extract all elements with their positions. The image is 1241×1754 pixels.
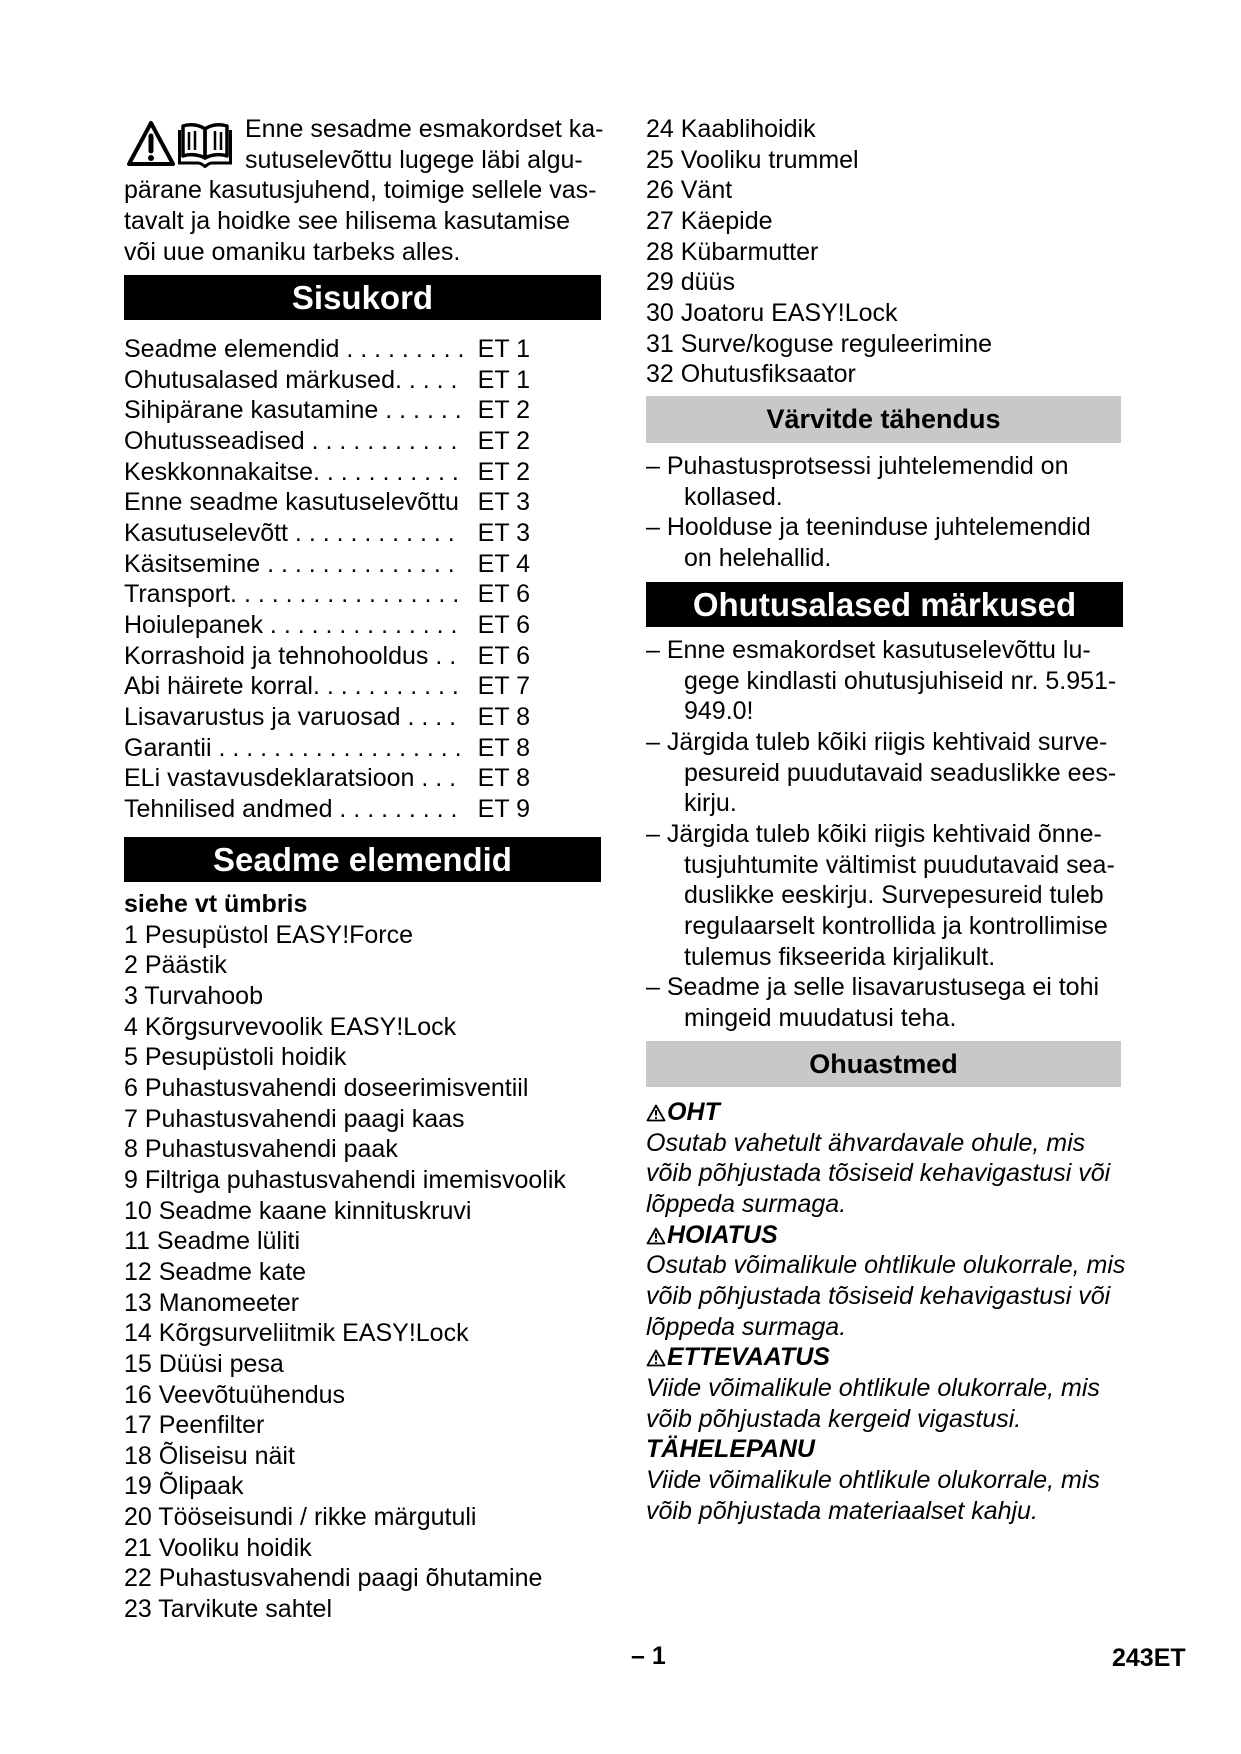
toc-entry-page: ET 8 xyxy=(477,764,530,793)
element-item: 2 Päästik xyxy=(124,951,227,980)
toc-entry-label: Enne seadme kasutuselevõttu xyxy=(124,488,459,517)
element-item: 10 Seadme kaane kinnituskruvi xyxy=(124,1196,472,1225)
element-item: 24 Kaablihoidik xyxy=(646,115,816,143)
toc-entry xyxy=(124,794,530,825)
toc-heading: Sisukord xyxy=(124,275,601,320)
toc-entry-label: ELi vastavusdeklaratsioon . . . xyxy=(124,764,457,793)
warning-triangle-icon xyxy=(126,119,176,169)
bullet-continuation: regulaarselt kontrollida ja kontrollimise xyxy=(684,911,1108,940)
element-item: 22 Puhastusvahendi paagi õhutamine xyxy=(124,1564,543,1593)
hazard-description: võib põhjustada materiaalset kahju. xyxy=(646,1496,1038,1525)
toc-entry-page: ET 9 xyxy=(477,794,530,823)
bullet-continuation: gege kindlasti ohutusjuhiseid nr. 5.951- xyxy=(684,666,1117,695)
bullet-continuation: kirju. xyxy=(684,789,737,818)
colors-heading: Värvitde tähendus xyxy=(646,396,1121,443)
hazard-label: HOIATUS xyxy=(667,1220,778,1249)
toc-entry-label: Garantii . . . . . . . . . . . . . . . . . . xyxy=(124,733,462,762)
page-code: 243ET xyxy=(1112,1644,1186,1672)
element-item: 1 Pesupüstol EASY!Force xyxy=(124,920,414,949)
element-item: 4 Kõrgsurvevoolik EASY!Lock xyxy=(124,1012,457,1041)
toc-entry-page: ET 2 xyxy=(477,457,530,486)
element-item: 27 Käepide xyxy=(646,206,773,235)
bullet-line: – Järgida tuleb kõiki riigis kehtivaid surve- xyxy=(646,727,1108,756)
bullet-continuation: duslikke eeskirju. Survepesureid tuleb xyxy=(684,881,1104,910)
hazard-description: Osutab võimalikule ohtlikule olukorrale, mis xyxy=(646,1251,1126,1280)
hazard-level-oht xyxy=(646,1097,1123,1128)
toc-entry xyxy=(124,457,530,488)
toc-entry-page: ET 6 xyxy=(477,641,530,670)
element-item: 3 Turvahoob xyxy=(124,981,263,1010)
toc-entry-label: Ohutusalased märkused. . . . . xyxy=(124,365,458,394)
hazard-levels xyxy=(646,1097,1126,1526)
toc-entry xyxy=(124,579,530,610)
toc-entry-label: Tehnilised andmed . . . . . . . . . xyxy=(124,794,458,823)
toc-entry-label: Sihipärane kasutamine . . . . . . xyxy=(124,396,462,425)
hazard-label: TÄHELEPANU xyxy=(646,1435,815,1464)
element-item: 26 Vänt xyxy=(646,176,733,205)
hazard-description: võib põhjustada kergeid vigastusi. xyxy=(646,1404,1022,1433)
element-item: 25 Vooliku trummel xyxy=(646,145,859,174)
element-item: 16 Veevõtuühendus xyxy=(124,1380,346,1409)
element-item: 5 Pesupüstoli hoidik xyxy=(124,1043,347,1072)
element-item: 9 Filtriga puhastusvahendi imemisvoolik xyxy=(124,1165,566,1194)
manual-book-icon xyxy=(178,120,232,168)
element-item: 18 Õliseisu näit xyxy=(124,1441,295,1470)
bullet-continuation: tulemus fikseerida kirjalikult. xyxy=(684,942,996,971)
hazards-heading: Ohuastmed xyxy=(646,1041,1121,1087)
hazard-description: võib põhjustada tõsiseid kehavigastusi või xyxy=(646,1159,1111,1188)
elements-list-continued xyxy=(646,114,1123,390)
toc-entry xyxy=(124,518,530,549)
intro-line: või uue omaniku tarbeks alles. xyxy=(124,237,461,266)
toc-entry xyxy=(124,671,530,702)
element-item: 13 Manomeeter xyxy=(124,1288,300,1317)
toc-entry-label: Keskkonnakaitse. . . . . . . . . . . xyxy=(124,457,459,486)
toc-entry xyxy=(124,426,530,457)
warning-triangle-icon xyxy=(646,1349,666,1367)
bullet-continuation: kollased. xyxy=(684,482,783,511)
toc-entry xyxy=(124,549,530,580)
hazard-level-tahelepanu xyxy=(646,1434,1123,1465)
element-item: 6 Puhastusvahendi doseerimisventiil xyxy=(124,1073,529,1102)
toc-entry xyxy=(124,487,530,518)
toc-entry xyxy=(124,641,530,672)
toc-entry-page: ET 3 xyxy=(477,518,530,547)
element-item: 8 Puhastusvahendi paak xyxy=(124,1135,398,1164)
toc-entry-page: ET 7 xyxy=(477,672,530,701)
bullet-continuation: 949.0! xyxy=(684,697,754,726)
toc-entry-page: ET 8 xyxy=(477,733,530,762)
intro-notice xyxy=(124,114,604,267)
hazard-level-ettevaatus xyxy=(646,1342,1123,1373)
element-item: 14 Kõrgsurveliitmik EASY!Lock xyxy=(124,1319,469,1348)
toc-entry xyxy=(124,702,530,733)
element-item: 21 Vooliku hoidik xyxy=(124,1533,312,1562)
safety-list xyxy=(646,635,1123,1034)
toc-entry-label: Transport. . . . . . . . . . . . . . . . . xyxy=(124,580,460,609)
bullet-line: – Seadme ja selle lisavarustusega ei tohi xyxy=(646,973,1100,1002)
toc-entry-page: ET 6 xyxy=(477,610,530,639)
element-item: 12 Seadme kate xyxy=(124,1257,307,1286)
toc-entry-label: Käsitsemine . . . . . . . . . . . . . . xyxy=(124,549,455,578)
intro-line: pärane kasutusjuhend, toimige sellele vas- xyxy=(124,176,597,205)
bullet-line: – Puhastusprotsessi juhtelemendid on xyxy=(646,452,1069,480)
colors-list xyxy=(646,451,1123,574)
element-item: 30 Joatoru EASY!Lock xyxy=(646,298,898,327)
toc-entry-label: Kasutuselevõtt . . . . . . . . . . . . xyxy=(124,518,455,547)
element-item: 15 Düüsi pesa xyxy=(124,1349,284,1378)
toc-entry-page: ET 1 xyxy=(477,335,530,363)
page-number: – 1 xyxy=(631,1642,666,1670)
safety-heading: Ohutusalased märkused xyxy=(646,582,1123,627)
bullet-line: – Järgida tuleb kõiki riigis kehtivaid õnne- xyxy=(646,819,1102,848)
bullet-continuation: mingeid muudatusi teha. xyxy=(684,1003,957,1032)
toc-entry xyxy=(124,365,530,396)
toc-entry xyxy=(124,395,530,426)
elements-subtitle: siehe vt ümbris xyxy=(124,890,308,918)
hazard-label: OHT xyxy=(667,1098,720,1126)
element-item: 11 Seadme lüliti xyxy=(124,1227,301,1256)
intro-line: tavalt ja hoidke see hilisema kasutamise xyxy=(124,206,571,235)
hazard-level-hoiatus xyxy=(646,1220,1123,1251)
bullet-continuation: tusjuhtumite vältimist puudutavaid sea- xyxy=(684,850,1115,879)
hazard-description: Viide võimalikule ohtlikule olukorrale, mis xyxy=(646,1465,1100,1494)
toc-entry-page: ET 6 xyxy=(477,580,530,609)
toc-entry xyxy=(124,334,530,365)
hazard-description: Viide võimalikule ohtlikule olukorrale, mis xyxy=(646,1373,1100,1402)
element-item: 7 Puhastusvahendi paagi kaas xyxy=(124,1104,465,1133)
hazard-description: lõppeda surmaga. xyxy=(646,1189,847,1218)
intro-line: Enne sesadme esmakordset ka- xyxy=(245,115,604,143)
element-item: 31 Surve/koguse reguleerimine xyxy=(646,329,993,358)
hazard-description: Osutab vahetult ähvardavale ohule, mis xyxy=(646,1128,1086,1157)
toc-entry-page: ET 3 xyxy=(477,488,530,517)
toc-entry-label: Seadme elemendid . . . . . . . . . xyxy=(124,335,465,363)
element-item: 23 Tarvikute sahtel xyxy=(124,1595,332,1624)
bullet-line: – Hoolduse ja teeninduse juhtelemendid xyxy=(646,513,1091,542)
element-item: 19 Õlipaak xyxy=(124,1472,244,1501)
table-of-contents xyxy=(124,334,530,825)
toc-entry-page: ET 8 xyxy=(477,702,530,731)
toc-entry-label: Lisavarustus ja varuosad . . . . xyxy=(124,702,457,731)
toc-entry xyxy=(124,763,530,794)
hazard-description: võib põhjustada tõsiseid kehavigastusi või xyxy=(646,1281,1111,1310)
elements-list xyxy=(124,889,601,1625)
hazard-label: ETTEVAATUS xyxy=(667,1343,830,1372)
hazard-description: lõppeda surmaga. xyxy=(646,1312,847,1341)
bullet-line: – Enne esmakordset kasutuselevõttu lu- xyxy=(646,636,1091,664)
element-item: 20 Tööseisundi / rikke märgutuli xyxy=(124,1503,477,1532)
warning-triangle-icon xyxy=(646,1227,666,1245)
toc-entry-page: ET 1 xyxy=(477,365,530,394)
bullet-continuation: pesureid puudutavaid seaduslikke ees- xyxy=(684,758,1117,787)
toc-entry-label: Korrashoid ja tehnohooldus . . xyxy=(124,641,457,670)
toc-entry-page: ET 2 xyxy=(477,396,530,425)
toc-entry-label: Abi häirete korral. . . . . . . . . . . xyxy=(124,672,459,701)
element-item: 17 Peenfilter xyxy=(124,1411,265,1440)
toc-entry xyxy=(124,733,530,764)
toc-entry-label: Hoiulepanek . . . . . . . . . . . . . . xyxy=(124,610,458,639)
intro-line: sutuselevõttu lugege läbi algu- xyxy=(245,145,583,174)
toc-entry-label: Ohutusseadised . . . . . . . . . . . xyxy=(124,426,458,455)
toc-entry-page: ET 4 xyxy=(477,549,530,578)
elements-heading: Seadme elemendid xyxy=(124,837,601,882)
warning-triangle-icon xyxy=(646,1104,666,1122)
element-item: 28 Kübarmutter xyxy=(646,237,819,266)
toc-entry xyxy=(124,610,530,641)
element-item: 29 düüs xyxy=(646,268,735,297)
element-item: 32 Ohutusfiksaator xyxy=(646,360,856,389)
toc-entry-page: ET 2 xyxy=(477,426,530,455)
bullet-continuation: on helehallid. xyxy=(684,543,832,572)
